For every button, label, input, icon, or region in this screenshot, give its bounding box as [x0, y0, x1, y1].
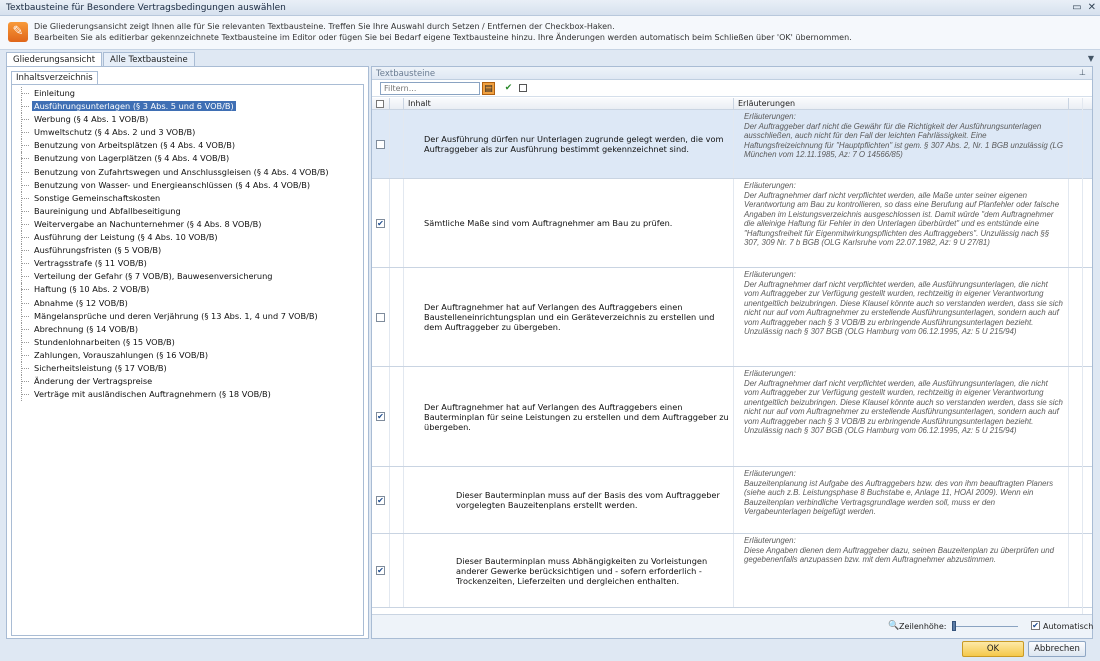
- row-checkbox[interactable]: ✔: [377, 495, 384, 505]
- tree-item-label: Sonstige Gemeinschaftskosten: [34, 192, 161, 203]
- tree-item[interactable]: [12, 336, 363, 349]
- tree-item-label: Zahlungen, Vorauszahlungen (§ 16 VOB/B): [34, 349, 209, 360]
- info-icon: ✎: [8, 22, 28, 42]
- info-text: [34, 21, 852, 43]
- check-all-icon[interactable]: ✔: [504, 83, 513, 93]
- row-checkbox[interactable]: [376, 313, 385, 322]
- tab-gliederungsansicht[interactable]: Gliederungsansicht: [6, 52, 102, 67]
- ok-button[interactable]: OK: [962, 641, 1024, 657]
- header-checkbox[interactable]: [372, 98, 390, 109]
- tree-item[interactable]: [12, 297, 363, 310]
- row-height-slider-track[interactable]: [952, 626, 1018, 627]
- tree-item-label: Verteilung der Gefahr (§ 7 VOB/B), Bauwesenversicherung: [34, 271, 273, 282]
- row-inhalt: Dieser Bauterminplan muss Abhängigkeiten zu Vorleistungen anderer Gewerke berücksichtigen und - sofern erforderlich - Trockenzeiten, Lieferzeiten und dergleichen enthalten.: [404, 534, 734, 607]
- table-row[interactable]: [372, 268, 1092, 367]
- zoom-label: Zeilenhöhe:: [899, 622, 947, 631]
- tree-item-label: Benutzung von Zufahrtswegen und Anschlussgleisen (§ 4 Abs. 4 VOB/B): [34, 166, 329, 177]
- tree-item-label: Haftung (§ 10 Abs. 2 VOB/B): [34, 284, 150, 295]
- main-tabs: [6, 52, 196, 66]
- tree-item[interactable]: [12, 270, 363, 283]
- row-checkbox[interactable]: ✔: [377, 412, 384, 421]
- tree-item-label: Änderung der Vertragspreise: [34, 376, 153, 387]
- tree-item-label: Mängelansprüche und deren Verjährung (§ 13 Abs. 1, 4 und 7 VOB/B): [34, 310, 318, 321]
- tree-item[interactable]: [12, 218, 363, 231]
- tree-item[interactable]: [12, 100, 363, 113]
- tab-alle-textbausteine[interactable]: Alle Textbausteine: [103, 52, 195, 66]
- tree-item-label: Vertragsstrafe (§ 11 VOB/B): [34, 258, 147, 269]
- row-checkbox[interactable]: [376, 140, 385, 149]
- textbausteine-header: [372, 67, 1092, 80]
- tree-item-label: Sicherheitsleistung (§ 17 VOB/B): [34, 362, 167, 373]
- restore-icon[interactable]: ▭: [1072, 2, 1082, 13]
- row-erlaeuterung: Erläuterungen: Der Auftragnehmer darf nicht verpflichtet werden, alle Ausführungsunterlagen, die nicht vom Auftraggeber zur Verfügung gestellt wurden, rechtzeitig in eigener Verantwortung unentgeltlich beizubringen. Diese Klausel könnte auch so verstanden werden, dass sie sich nicht nur auf vom Auftragnehmer zu erstellende Ausführungsunterlagen, sondern auch auf vom Auftraggeber nach § 3 VOB/B zu erbringende Ausführungsunterlagen bezieht. Unzulässig nach § 307 BGB (OLG Hamburg vom 06.12.1995, Az: 5 U 215/94): [734, 367, 1069, 466]
- tree-item[interactable]: [12, 362, 363, 375]
- tree-item-label: Abnahme (§ 12 VOB/B): [34, 297, 128, 308]
- info-line-2: Bearbeiten Sie als editierbar gekennzeichnete Textbausteine im Editor oder fügen Sie bei Bedarf eigene Textbausteine hinzu. Ihre Änderungen werden automatisch beim Schließen über 'OK' übernommen.: [34, 33, 852, 42]
- table-row[interactable]: [372, 110, 1092, 179]
- textbausteine-grid: [372, 98, 1092, 614]
- tree-item[interactable]: [12, 375, 363, 388]
- row-erlaeuterung: Erläuterungen: Der Auftragnehmer darf nicht verpflichtet werden, alle Ausführungsunterlagen, die nicht vom Auftraggeber zur Verfügung gestellt wurden, rechtzeitig in eigener Verantwortung unentgeltlich beizubringen. Diese Klausel könnte auch so verstanden werden, dass sie sich nicht nur auf vom Auftragnehmer zu erstellende Ausführungsunterlagen, sondern auch auf vom Auftraggeber nach § 3 VOB/B zu erbringende Ausführungsunterlagen bezieht. Unzulässig nach § 307 BGB (OLG Hamburg vom 06.12.1995, Az: 5 U 215/94): [734, 268, 1069, 366]
- tree-item[interactable]: [12, 244, 363, 257]
- edit-icon[interactable]: ▤: [482, 82, 495, 95]
- automatisch-label: Automatisch: [1043, 622, 1094, 631]
- tree-item[interactable]: [12, 388, 363, 401]
- info-bar: [0, 16, 1100, 50]
- cancel-button[interactable]: Abbrechen: [1028, 641, 1086, 657]
- panel-title: Textbausteine: [376, 69, 436, 79]
- row-erlaeuterung: Erläuterungen: Bauzeitenplanung ist Aufgabe des Auftraggebers bzw. des von ihm beauftragten Planers (siehe auch z.B. Leistungsphase 8 Buchstabe e, Anlage 11, HOAI 2009). Wenn ein Bauzeitenplan verbindliche Vertragsgrundlage werden soll, muss er den Vergabeunterlagen beigefügt werden.: [734, 467, 1069, 533]
- tree-item-label: Benutzung von Lagerplätzen (§ 4 Abs. 4 VOB/B): [34, 153, 230, 164]
- tree-item[interactable]: [12, 323, 363, 336]
- tree-item[interactable]: [12, 349, 363, 362]
- tree-item-label: Baureinigung und Abfallbeseitigung: [34, 205, 181, 216]
- zoom-icon: 🔍: [888, 621, 900, 631]
- automatisch-checkbox[interactable]: ✔: [1032, 621, 1039, 630]
- tree-item[interactable]: [12, 152, 363, 165]
- tree-item-label: Benutzung von Wasser- und Energieanschlüssen (§ 4 Abs. 4 VOB/B): [34, 179, 311, 190]
- tree-item[interactable]: [12, 257, 363, 270]
- vertical-scrollbar[interactable]: [1082, 98, 1092, 614]
- tree-item-label: Abrechnung (§ 14 VOB/B): [34, 323, 139, 334]
- tree-item[interactable]: [12, 126, 363, 139]
- row-erlaeuterung: Erläuterungen: Der Auftragnehmer darf nicht verpflichtet werden, alle Maße unter seiner eigenen Verantwortung am Bau zu kontrollieren, so dass eine Berufung auf Planfehler oder falsche Angaben im Leistungsverzeichnis ausgeschlossen ist. Damit würde "dem Auftragnehmer die alleinige Haftung für Fehler in den Unterlagen überbürdet" und es entstünde eine "Haftungsfreiheit für Eigenmitwirkungspflichten des Auftraggebers". Unzulässig nach §§ 307, 309 Nr. 7 b BGB (OLG Karlsruhe vom 22.07.1982, Az: 9 U 27/81): [734, 179, 1069, 267]
- grid-header: [372, 98, 1092, 110]
- tree-item[interactable]: [12, 166, 363, 179]
- tree-item[interactable]: [12, 113, 363, 126]
- filter-input[interactable]: [380, 82, 480, 95]
- close-icon[interactable]: ✕: [1087, 2, 1096, 13]
- right-panel: [371, 66, 1093, 639]
- table-row[interactable]: [372, 534, 1092, 608]
- column-header-erlaeuterungen[interactable]: Erläuterungen: [734, 98, 1069, 109]
- row-checkbox[interactable]: ✔: [377, 218, 384, 228]
- tree-item-label: Werbung (§ 4 Abs. 1 VOB/B): [34, 114, 149, 125]
- row-inhalt: Der Auftragnehmer hat auf Verlangen des Auftraggebers einen Baustelleneinrichtungsplan und ein Geräteverzeichnis zu erstellen und dem Auftraggeber zu übergeben.: [404, 268, 734, 366]
- tree-item-label: Weitervergabe an Nachunternehmer (§ 4 Abs. 8 VOB/B): [34, 218, 262, 229]
- tree-item-label: Stundenlohnarbeiten (§ 15 VOB/B): [34, 336, 175, 347]
- tree-item[interactable]: [12, 87, 363, 100]
- grid-rows: [372, 110, 1092, 608]
- tree-item-label: Ausführungsunterlagen (§ 3 Abs. 5 und 6 VOB/B): [34, 101, 234, 112]
- tab-inhaltsverzeichnis[interactable]: Inhaltsverzeichnis: [11, 71, 98, 84]
- tree-item-label: Umweltschutz (§ 4 Abs. 2 und 3 VOB/B): [34, 127, 196, 138]
- tree-item-label: Ausführungsfristen (§ 5 VOB/B): [34, 245, 162, 256]
- row-height-slider-handle[interactable]: [952, 621, 956, 631]
- tree-item-label: Verträge mit ausländischen Auftragnehmern (§ 18 VOB/B): [34, 389, 271, 400]
- toolbar: [372, 80, 1092, 97]
- row-erlaeuterung: Erläuterungen: Der Auftraggeber darf nicht die Gewähr für die Richtigkeit der Ausführungsunterlagen ausschließen, auch nicht für den Fall der leichten Fahrlässigkeit. Eine Haftungsfreizeichnung für "Hauptpflichten" ist gem. § 307 Abs. 2, Nr. 1 BGB unzulässig (LG München vom 12.11.1985, Az: 7 O 14566/85): [734, 110, 1069, 178]
- row-inhalt: Dieser Bauterminplan muss auf der Basis des vom Auftraggeber vorgelegten Bauzeitenplans erstellt werden.: [404, 467, 734, 533]
- window-title: Textbausteine für Besondere Vertragsbedingungen auswählen: [6, 3, 286, 13]
- tree-item[interactable]: [12, 139, 363, 152]
- tree-item[interactable]: [12, 205, 363, 218]
- bottom-bar: [372, 614, 1092, 638]
- row-inhalt: Der Auftragnehmer hat auf Verlangen des Auftraggebers einen Bauterminplan für seine Leistungen zu erstellen und dem Auftraggeber zu übergeben.: [404, 367, 734, 466]
- toc-tree: [11, 84, 364, 636]
- table-row[interactable]: [372, 179, 1092, 268]
- tree-item-label: Einleitung: [34, 88, 76, 98]
- chevron-down-icon[interactable]: ▼: [1087, 54, 1094, 63]
- column-header-inhalt[interactable]: Inhalt: [404, 98, 734, 109]
- title-bar: [0, 0, 1100, 16]
- row-inhalt: Sämtliche Maße sind vom Auftragnehmer am Bau zu prüfen.: [404, 179, 734, 267]
- tree-item[interactable]: [12, 231, 363, 244]
- row-inhalt: Der Ausführung dürfen nur Unterlagen zugrunde gelegt werden, die vom Auftraggeber als zur Ausführung bestimmt gekennzeichnet sind.: [404, 110, 734, 178]
- tree-item[interactable]: [12, 192, 363, 205]
- table-row[interactable]: [372, 367, 1092, 467]
- tree-item[interactable]: [12, 310, 363, 323]
- pin-icon[interactable]: ⊥: [1079, 68, 1086, 77]
- tree-item-label: Benutzung von Arbeitsplätzen (§ 4 Abs. 4 VOB/B): [34, 140, 236, 151]
- tree-item[interactable]: [12, 179, 363, 192]
- info-line-1: Die Gliederungsansicht zeigt Ihnen alle für Sie relevanten Textbausteine. Treffen Sie Ihre Auswahl durch Setzen / Entfernen der Checkbox-Haken.: [34, 22, 615, 31]
- table-row[interactable]: [372, 467, 1092, 534]
- tree-item-label: Ausführung der Leistung (§ 4 Abs. 10 VOB/B): [34, 232, 218, 243]
- uncheck-all-icon[interactable]: [516, 82, 529, 95]
- left-panel: [6, 66, 369, 639]
- row-checkbox[interactable]: ✔: [377, 566, 384, 575]
- row-erlaeuterung: Erläuterungen: Diese Angaben dienen dem Auftraggeber dazu, seinen Bauzeitenplan zu überprüfen und gegebenenfalls anzupassen bzw. mit dem Auftragnehmer abzustimmen.: [734, 534, 1069, 607]
- tree-item[interactable]: [12, 283, 363, 296]
